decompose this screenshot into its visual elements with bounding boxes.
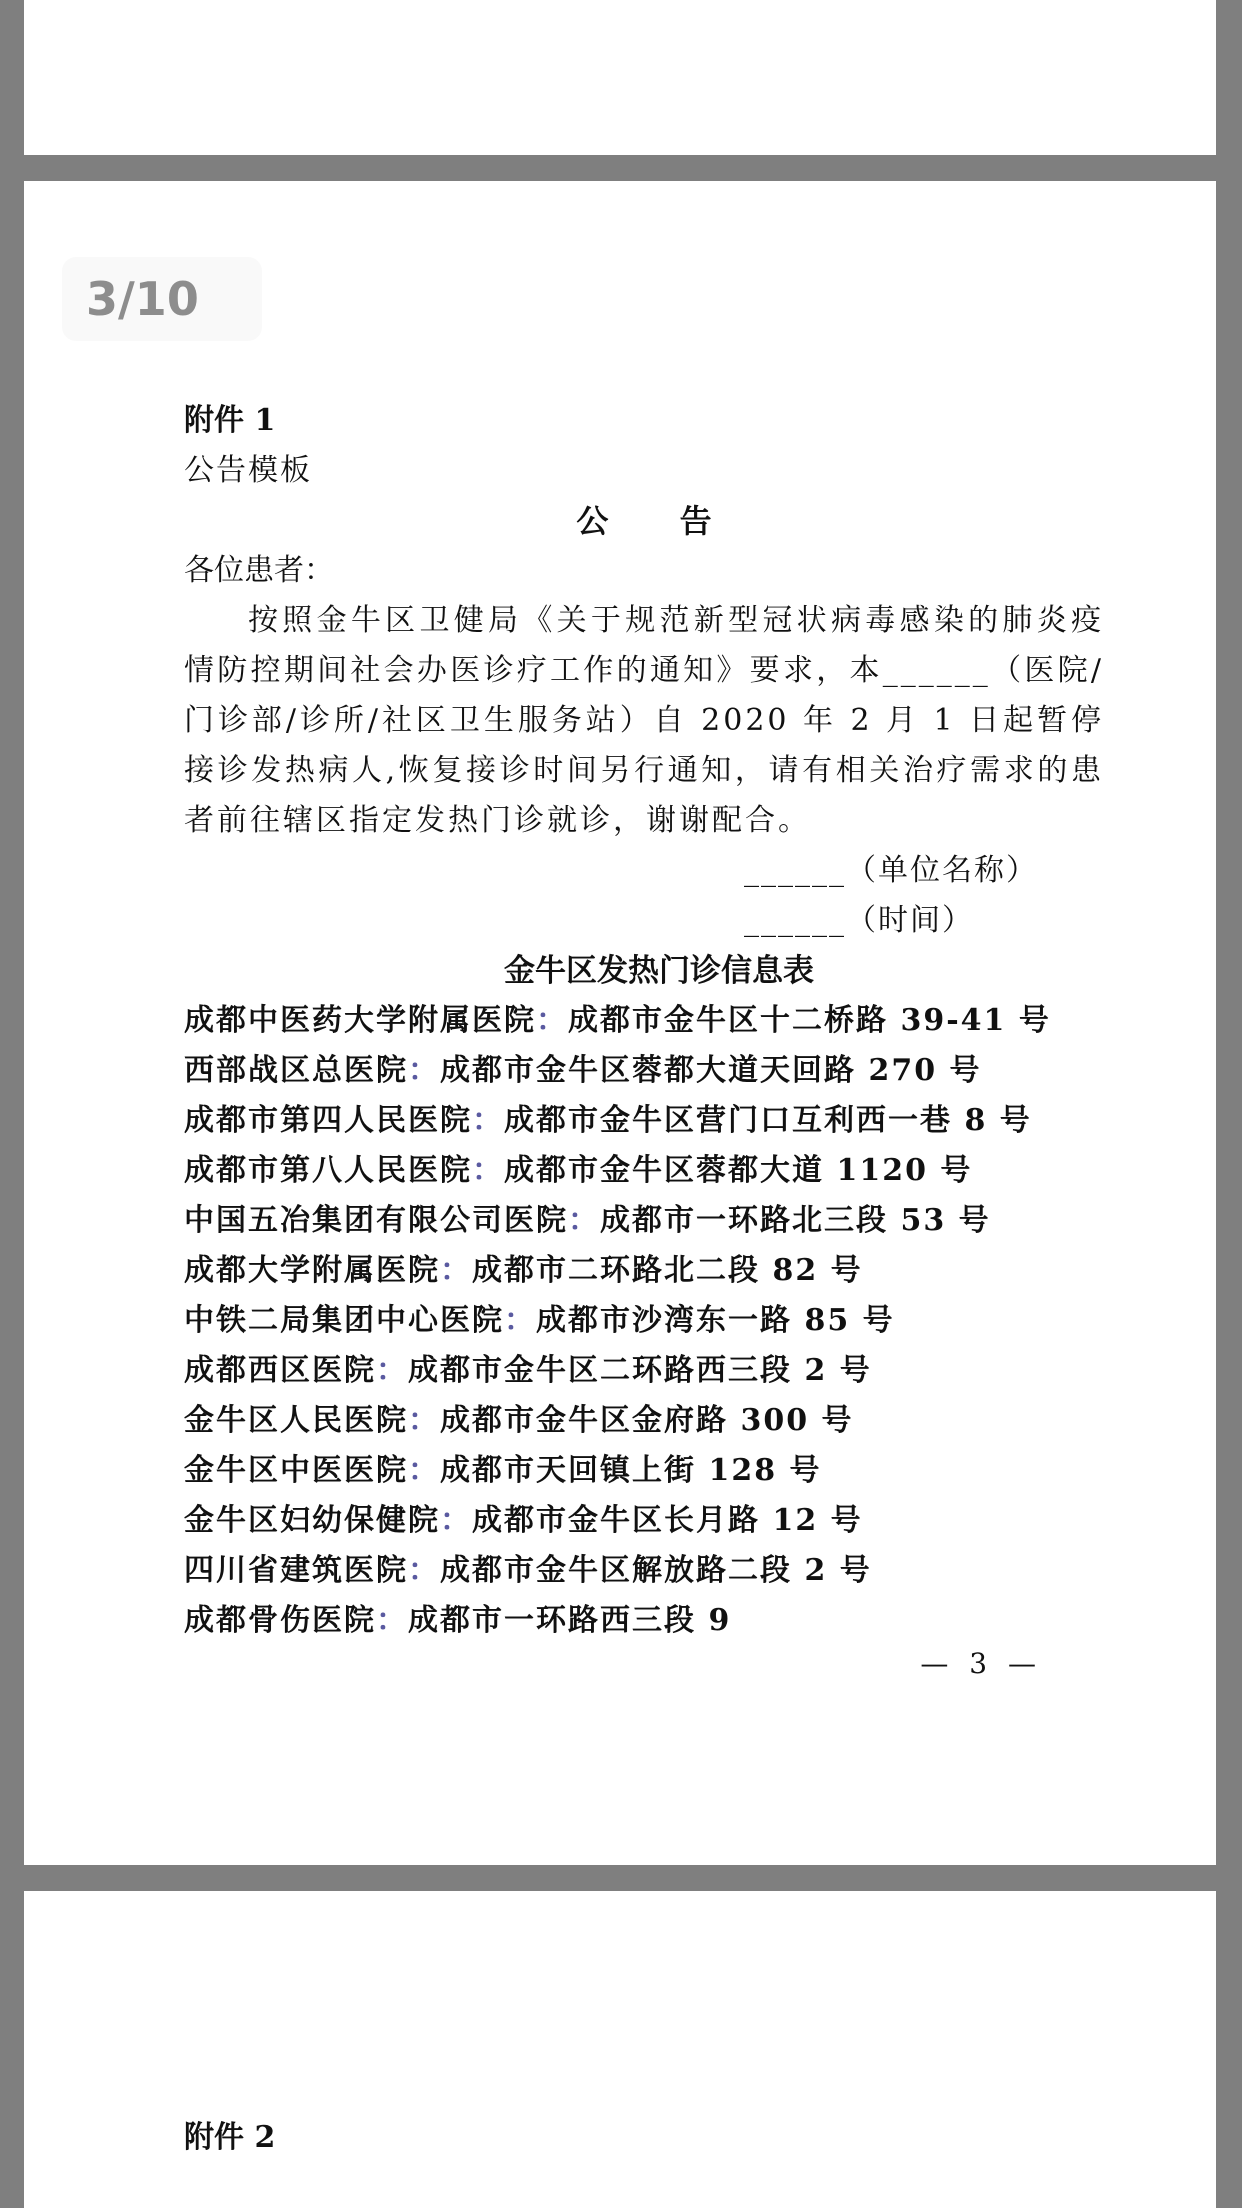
hospital-separator: ：	[568, 1203, 600, 1238]
hospital-address: 成都市金牛区二环路西三段 2 号	[408, 1353, 872, 1388]
list-item	[184, 1096, 1104, 1146]
next-attachment-label: 附件 2	[184, 2120, 276, 2155]
hospital-address: 成都市天回镇上街 128 号	[440, 1453, 822, 1488]
next-page	[24, 1891, 1216, 2208]
hospital-name: 西部战区总医院	[184, 1053, 408, 1088]
hospital-separator: ：	[440, 1503, 472, 1538]
notice-paragraph: 按照金牛区卫健局《关于规范新型冠状病毒感染的肺炎疫情防控期间社会办医诊疗工作的通知》要求，本______（医院/门诊部/诊所/社区卫生服务站）自 2020 年 2 月 1 日起暂停接诊发热病人,恢复接诊时间另行通知，请有相关治疗需求的患者前往辖区指定发热门诊就诊，谢谢配合。	[184, 603, 1104, 838]
list-item	[184, 1396, 1104, 1446]
notice-title: 公 告	[576, 502, 742, 540]
hospital-address: 成都市二环路北二段 82 号	[472, 1253, 863, 1288]
hospital-separator: ：	[472, 1153, 504, 1188]
hospital-name: 四川省建筑医院	[184, 1553, 408, 1588]
hospital-list	[184, 996, 1104, 1646]
list-item	[184, 996, 1104, 1046]
list-item	[184, 1246, 1104, 1296]
list-item	[184, 1196, 1104, 1246]
hospital-address: 成都市金牛区营门口互利西一巷 8 号	[504, 1103, 1032, 1138]
hospital-address: 成都市一环路西三段 9	[408, 1603, 732, 1638]
hospital-name: 成都市第四人民医院	[184, 1103, 472, 1138]
hospital-separator: ：	[376, 1603, 408, 1638]
page-counter: 3/10	[62, 257, 262, 341]
hospital-name: 成都大学附属医院	[184, 1253, 440, 1288]
hospital-name: 成都西区医院	[184, 1353, 376, 1388]
salutation: 各位患者：	[184, 553, 334, 588]
hospital-name: 金牛区中医医院	[184, 1453, 408, 1488]
hospital-address: 成都市金牛区长月路 12 号	[472, 1503, 863, 1538]
hospital-separator: ：	[408, 1403, 440, 1438]
signature-unit: ______（单位名称）	[744, 853, 1038, 888]
hospital-separator: ：	[376, 1353, 408, 1388]
hospital-name: 中国五冶集团有限公司医院	[184, 1203, 568, 1238]
hospital-name: 金牛区妇幼保健院	[184, 1503, 440, 1538]
list-item	[184, 1146, 1104, 1196]
hospital-separator: ：	[472, 1103, 504, 1138]
hospital-name: 成都市第八人民医院	[184, 1153, 472, 1188]
list-item	[184, 1596, 1104, 1646]
list-item	[184, 1046, 1104, 1096]
hospital-separator: ：	[536, 1003, 568, 1038]
list-item	[184, 1296, 1104, 1346]
list-item	[184, 1496, 1104, 1546]
hospital-name: 金牛区人民医院	[184, 1403, 408, 1438]
hospital-address: 成都市一环路北三段 53 号	[600, 1203, 991, 1238]
document-page	[24, 181, 1216, 1865]
hospital-separator: ：	[440, 1253, 472, 1288]
attachment-label: 附件 1	[184, 403, 276, 438]
hospital-separator: ：	[408, 1053, 440, 1088]
table-title: 金牛区发热门诊信息表	[504, 953, 814, 989]
hospital-address: 成都市金牛区蓉都大道 1120 号	[504, 1153, 973, 1188]
signature-time: ______（时间）	[744, 903, 974, 938]
page-content	[184, 396, 1104, 1646]
hospital-address: 成都市金牛区蓉都大道天回路 270 号	[440, 1053, 982, 1088]
page-number: — 3 —	[920, 1647, 1042, 1680]
hospital-name: 成都骨伤医院	[184, 1603, 376, 1638]
hospital-address: 成都市金牛区十二桥路 39-41 号	[568, 1003, 1051, 1038]
list-item	[184, 1546, 1104, 1596]
hospital-address: 成都市金牛区解放路二段 2 号	[440, 1553, 872, 1588]
template-label: 公告模板	[184, 453, 312, 488]
hospital-separator: ：	[408, 1453, 440, 1488]
hospital-address: 成都市沙湾东一路 85 号	[536, 1303, 895, 1338]
hospital-address: 成都市金牛区金府路 300 号	[440, 1403, 854, 1438]
hospital-name: 中铁二局集团中心医院	[184, 1303, 504, 1338]
list-item	[184, 1346, 1104, 1396]
hospital-separator: ：	[504, 1303, 536, 1338]
hospital-name: 成都中医药大学附属医院	[184, 1003, 536, 1038]
list-item	[184, 1446, 1104, 1496]
previous-page	[24, 0, 1216, 155]
hospital-separator: ：	[408, 1553, 440, 1588]
